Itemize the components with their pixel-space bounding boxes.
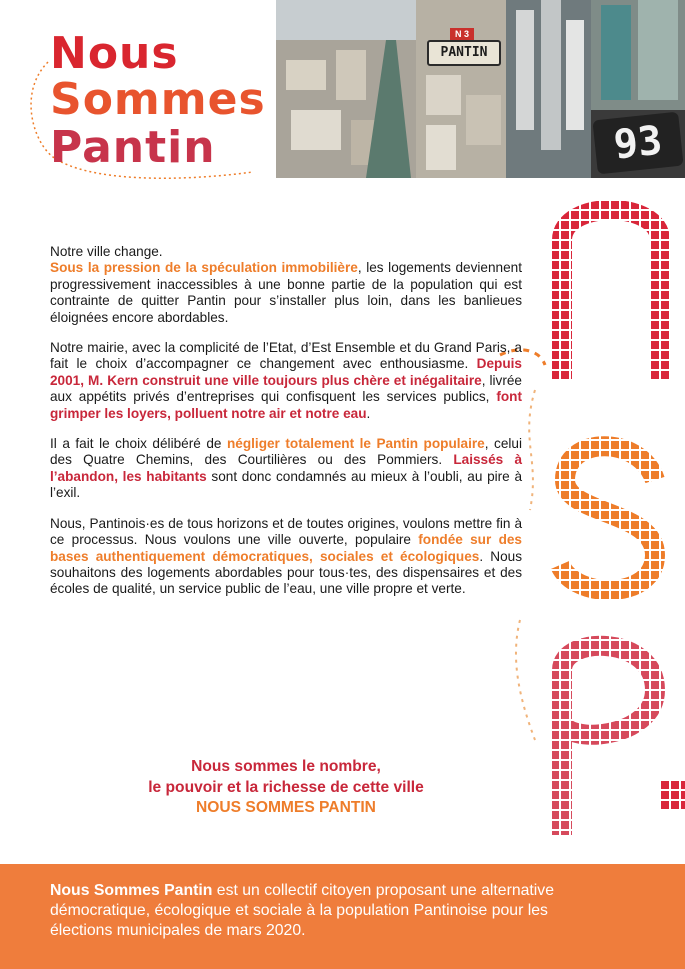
p2-text-end: . [366,405,371,421]
slogan-line-2: le pouvoir et la richesse de cette ville [148,778,424,796]
p2-highlight-1: Depuis 2001, M. Kern construit une ville toujours plus chère et inégalitaire [50,356,522,388]
logo-word-sommes: Sommes [50,74,266,125]
p3-text-end: sont donc condamnés au mieux à l’oubli, au pire à l’exil. [50,468,523,501]
footer-description: est un collectif citoyen proposant une alternative démocratique, écologique et sociale à la population Pantinoise pour les élections municipales de mars 2020. [50,882,554,939]
dotted-letter-s [560,446,655,590]
city-sign-pantin: PANTIN [427,40,501,66]
p1-highlight: Sous la pression de la spéculation immobilière [50,260,358,276]
route-sign-label: N 3 [450,28,474,41]
p2-highlight-2: font grimper les loyers, polluent notre air et notre eau [50,389,522,421]
slogan-line-3: NOUS SOMMES PANTIN [196,799,376,816]
p3-text-mid: , celui des Quatre Chemins, des Courtilières ou des Pommiers. [50,436,522,468]
p3-highlight-2: Laissés à l’abandon, les habitants [50,452,523,484]
p1-text: Notre ville change. [50,244,163,259]
p2-text: Notre mairie, avec la complicité de l’Etat, d’Est Ensemble et du Grand Paris, a fait le choix d’accompagner ce changement avec enthousiasme. [50,340,522,372]
closing-slogan [50,757,522,819]
paragraph-4 [50,516,522,598]
logo [28,22,268,182]
p4-text: Nous, Pantinois·es de tous horizons et de toutes origines, voulons mettre fin à ce processus. Nous voulons une ville ouverte, populaire [50,515,522,548]
hero-photo-collage [276,0,685,178]
dotted-letter-n [562,210,660,380]
p4-text-rest: . Nous souhaitons des logements abordables pour tous·tes, des dispensaires et des écoles de qualité, un service public de l’eau, une ville propre et verte. [50,548,522,597]
p3-highlight-1: négliger totalement le Pantin populaire [226,436,485,452]
logo-word-pantin: Pantin [50,122,216,173]
main-text [50,244,522,612]
footer-text [50,881,610,941]
dotted-period [660,780,685,810]
slogan-line-1: Nous sommes le nombre, [191,758,381,775]
paragraph-2 [50,340,522,422]
paragraph-1 [50,244,522,326]
footer-collective-name: Nous Sommes Pantin [50,882,213,899]
logo-word-nous: Nous [50,28,179,79]
department-number: 93 [592,112,683,175]
footer-banner [0,864,685,969]
p4-highlight: fondée sur des bases authentiquement démocratiques, sociales et écologiques [50,532,522,564]
p3-text: Il a fait le choix délibéré de [50,436,227,452]
paragraph-3 [50,436,522,502]
p2-text-mid: , livrée aux appétits privés d’entreprises qui confisquent les services publics, [50,372,522,405]
dotted-letter-p [562,646,655,835]
p1-text-rest: , les logements deviennent progressivement inaccessibles à une bonne partie de la population qui est contrainte de quitter Pantin pour s’installer plus loin, dans les banlieues éloignées encore abordables. [50,260,522,325]
